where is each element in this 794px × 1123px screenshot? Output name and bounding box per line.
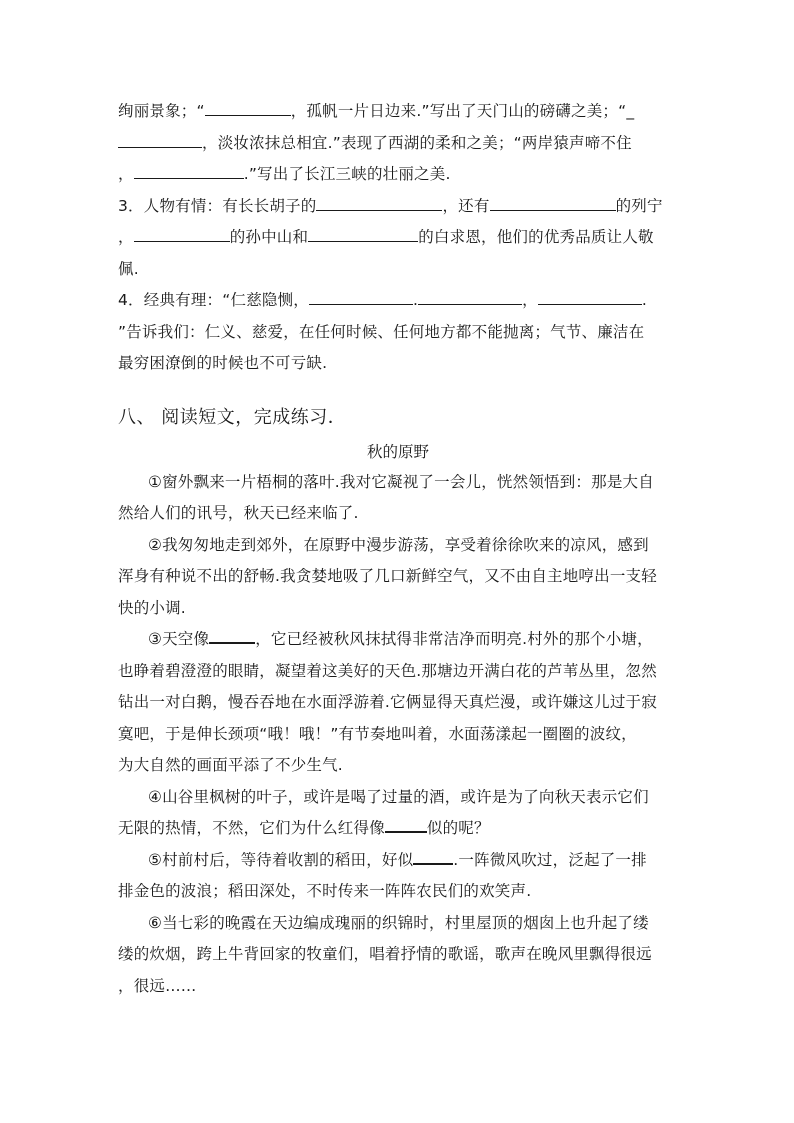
paragraph-5 — [118, 845, 678, 908]
answer-blank[interactable] — [490, 194, 616, 211]
text: .一阵微风吹过，泛起了一排 — [453, 850, 647, 869]
text: ，它已经被秋风抹拭得非常洁净而明亮.村外的那个小塘， — [255, 630, 653, 648]
paragraph-line: 然给人们的讯号，秋天已经来临了. — [118, 504, 359, 522]
text: ③天空像 — [148, 630, 210, 648]
paragraph-line: ，很远…… — [118, 976, 197, 995]
paragraph-line: 为大自然的画面平添了不少生气. — [118, 756, 343, 774]
poem-fill-line-1 — [118, 96, 678, 128]
text: 的白求恩，他们的优秀品质让人敬 — [418, 228, 654, 246]
text: ， — [118, 165, 134, 183]
paragraph-line: 缕的炊烟，跨上牛背回家的牧童们，唱着抒情的歌谣，歌声在晚风里飘得很远 — [118, 945, 652, 963]
answer-blank[interactable] — [385, 815, 427, 833]
text: 佩. — [118, 259, 139, 278]
paragraph-line: ⑥当七彩的晚霞在天边编成瑰丽的织锦时，村里屋顶的烟囱上也升起了缕 — [148, 913, 649, 932]
paragraph-3 — [118, 624, 678, 782]
answer-blank[interactable] — [418, 288, 522, 305]
question-4-line-2 — [118, 317, 678, 349]
text: .”写出了长江三峡的壮丽之美. — [243, 165, 451, 183]
paragraph-line: ②我匆匆地走到郊外，在原野中漫步游荡，享受着徐徐吹来的凉风，感到 — [148, 535, 649, 554]
text: ，还有 — [442, 196, 490, 215]
question-4-line-3 — [118, 348, 678, 380]
paragraph-line: 浑身有种说不出的舒畅.我贪婪地吸了几口新鲜空气，又不由自主地哼出一支轻 — [118, 567, 657, 585]
text: 似的呢？ — [426, 819, 490, 837]
answer-blank[interactable] — [118, 131, 202, 148]
text: 无限的热情，不然，它们为什么红得像 — [118, 819, 385, 837]
paragraph-line — [118, 624, 678, 656]
answer-blank[interactable] — [209, 626, 255, 644]
text: ，淡妆浓抹总相宜.”表现了西湖的柔和之美；“两岸猿声啼不住 — [202, 133, 632, 152]
poem-fill-line-3 — [118, 159, 678, 191]
answer-blank[interactable] — [309, 288, 413, 305]
text: 的列宁 — [615, 196, 663, 215]
paragraph-line: ①窗外飘来一片梧桐的落叶.我对它凝视了一会儿，恍然领悟到：那是大自 — [148, 472, 654, 491]
text: 最穷困潦倒的时候也不可亏缺. — [118, 354, 328, 372]
answer-blank[interactable] — [134, 162, 244, 179]
answer-blank[interactable] — [538, 288, 642, 305]
paragraph-line: 排金色的波浪；稻田深处，不时传来一阵阵农民们的欢笑声. — [118, 882, 532, 900]
text: ， — [118, 228, 134, 246]
worksheet-page — [118, 96, 678, 1002]
paragraph-line: 寞吧，于是伸长颈项“哦！哦！”有节奏地叫着，水面荡漾起一圈圈的波纹， — [118, 724, 637, 743]
paragraph-line: 钻出一对白鹅，慢吞吞地在水面浮游着.它俩显得天真烂漫，或许嫌这儿过于寂 — [118, 693, 657, 711]
text: . — [413, 291, 419, 309]
paragraph-line — [118, 845, 678, 877]
paragraph-4 — [118, 782, 678, 845]
text: 3．人物有情：有长长胡子的 — [118, 196, 317, 215]
article-title: 秋的原野 — [366, 442, 429, 461]
question-3-line-3 — [118, 254, 678, 286]
paragraph-1 — [118, 467, 678, 530]
text: 的孙中山和 — [229, 228, 309, 246]
paragraph-line: ④山谷里枫树的叶子，或许是喝了过量的酒，或许是为了向秋天表示它们 — [148, 787, 649, 806]
paragraph-6 — [118, 908, 678, 1003]
text: ， — [522, 291, 538, 309]
answer-blank[interactable] — [308, 225, 418, 242]
poem-fill-line-2 — [118, 128, 678, 160]
question-4-line-1 — [118, 285, 678, 317]
text: ，孤帆一片日边来.”写出了天门山的磅礴之美；“_ — [290, 102, 635, 120]
text: ⑤村前村后，等待着收割的稻田，好似 — [148, 850, 414, 869]
paragraph-line — [118, 813, 678, 845]
text: ”告诉我们：仁义、慈爱，在任何时候、任何地方都不能抛离；气节、廉洁在 — [118, 322, 645, 341]
question-3-line-2 — [118, 222, 678, 254]
question-3-line-1 — [118, 191, 678, 223]
paragraph-2 — [118, 530, 678, 625]
paragraph-line: 也睁着碧澄澄的眼睛，凝望着这美好的天色.那塘边开满白花的芦苇丛里，忽然 — [118, 661, 657, 680]
answer-blank[interactable] — [134, 225, 230, 242]
text: 4．经典有理：“仁慈隐恻， — [118, 291, 309, 309]
answer-blank[interactable] — [205, 99, 291, 116]
answer-blank[interactable] — [413, 847, 453, 865]
paragraph-line: 快的小调. — [118, 598, 186, 617]
answer-blank[interactable] — [316, 194, 442, 211]
text: . — [641, 291, 647, 309]
section-heading: 八、 阅读短文，完成练习． — [118, 406, 347, 428]
text: 绚丽景象；“ — [118, 102, 205, 120]
